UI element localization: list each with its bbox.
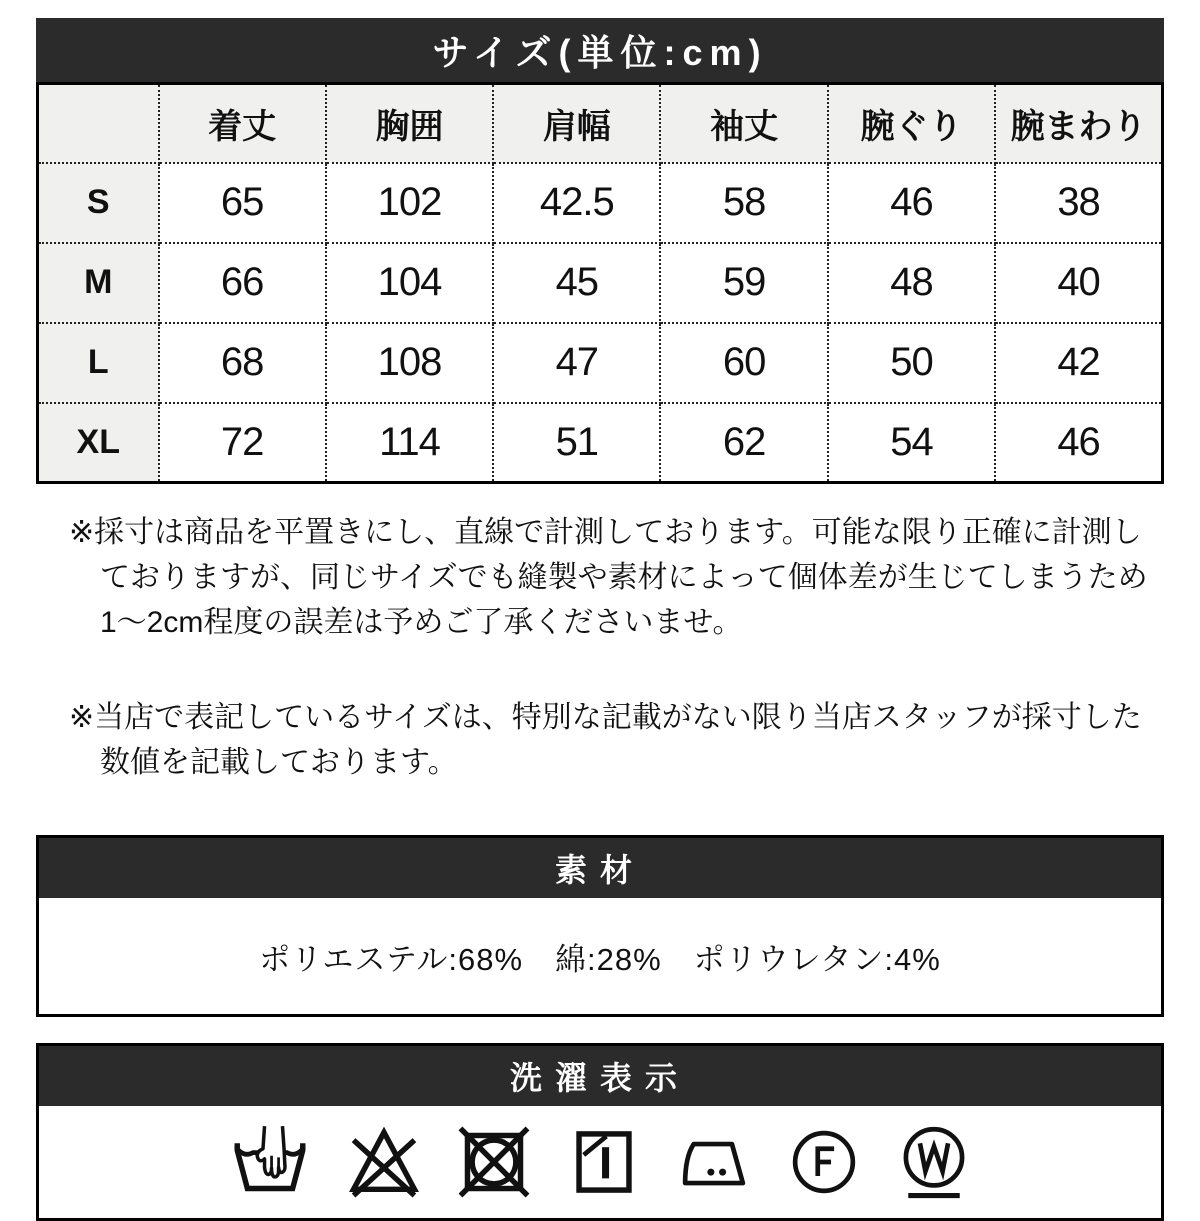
column-header: 肩幅 (493, 84, 660, 163)
measurement-cell: 51 (493, 403, 660, 483)
measurement-note: ※採寸は商品を平置きにし、直線で計測しております。可能な限り正確に計測しておりますが、同じサイズでも縫製や素材によって個体差が生じてしまうため1〜2cm程度の誤差は予めご了承くださいませ。 (69, 516, 1148, 639)
size-label: S (38, 163, 159, 243)
size-row-m (38, 243, 1163, 323)
size-label: L (38, 323, 159, 403)
staff-measured-note: ※当店で表記しているサイズは、特別な記載がない限り当店スタッフが採寸した数値を記載しております。 (69, 701, 1142, 779)
measurement-cell: 108 (326, 323, 493, 403)
dry-clean-f-icon (785, 1123, 863, 1201)
column-header: 腕ぐり (828, 84, 995, 163)
measurement-cell: 40 (995, 243, 1162, 323)
corner-cell (38, 84, 159, 163)
measurement-cell: 59 (660, 243, 827, 323)
size-section-title: サイズ(単位:cm) (432, 31, 768, 73)
laundry-title: 洗濯表示 (509, 1060, 690, 1096)
measurement-cell: 48 (828, 243, 995, 323)
measurement-cell: 104 (326, 243, 493, 323)
size-label: M (38, 243, 159, 323)
size-section-title-bar (36, 18, 1164, 82)
size-table-body (38, 163, 1163, 483)
measurement-cell: 46 (995, 403, 1162, 483)
column-header: 腕まわり (995, 84, 1162, 163)
hand-wash-icon (227, 1123, 313, 1201)
measurement-cell: 102 (326, 163, 493, 243)
measurement-cell: 58 (660, 163, 827, 243)
size-table (36, 82, 1164, 484)
material-composition: ポリエステル:68% 綿:28% ポリウレタン:4% (259, 941, 941, 977)
size-row-l (38, 323, 1163, 403)
size-row-xl (38, 403, 1163, 483)
measurement-cell: 38 (995, 163, 1162, 243)
measurement-cell: 45 (493, 243, 660, 323)
do-not-bleach-icon (345, 1123, 423, 1201)
material-title-bar (39, 838, 1161, 898)
wet-clean-w-icon (895, 1123, 973, 1201)
measurement-cell: 50 (828, 323, 995, 403)
measurement-cell: 66 (159, 243, 326, 323)
column-header: 袖丈 (660, 84, 827, 163)
size-table-header-row (38, 84, 1163, 163)
measurement-cell: 72 (159, 403, 326, 483)
laundry-title-bar (39, 1046, 1161, 1106)
material-body (39, 898, 1161, 1014)
column-header: 胸囲 (326, 84, 493, 163)
iron-medium-two-dots-icon (675, 1123, 753, 1201)
measurement-cell: 65 (159, 163, 326, 243)
laundry-symbols-row (39, 1106, 1161, 1218)
size-label: XL (38, 403, 159, 483)
material-section (36, 835, 1164, 1017)
material-title: 素材 (554, 852, 645, 888)
measurement-cell: 68 (159, 323, 326, 403)
measurement-cell: 42.5 (493, 163, 660, 243)
measurement-cell: 114 (326, 403, 493, 483)
measurement-cell: 60 (660, 323, 827, 403)
laundry-section (36, 1043, 1164, 1221)
measurement-cell: 54 (828, 403, 995, 483)
column-header: 着丈 (159, 84, 326, 163)
line-dry-in-shade-icon (565, 1123, 643, 1201)
size-row-s (38, 163, 1163, 243)
measurement-cell: 62 (660, 403, 827, 483)
notes-section (36, 510, 1164, 785)
do-not-tumble-dry-icon (455, 1123, 533, 1201)
measurement-cell: 42 (995, 323, 1162, 403)
measurement-cell: 46 (828, 163, 995, 243)
measurement-cell: 47 (493, 323, 660, 403)
